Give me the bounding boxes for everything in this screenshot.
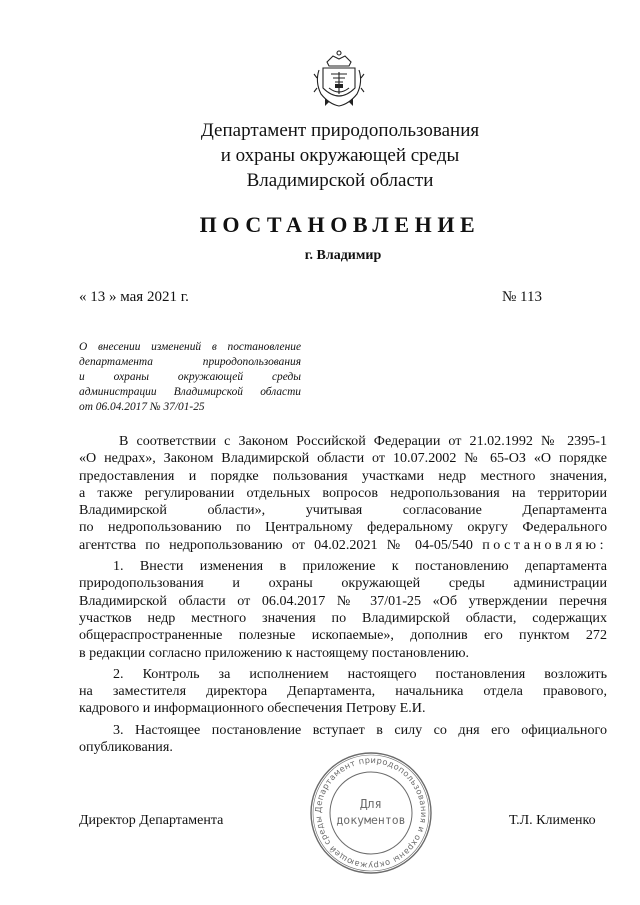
signatory-name: Т.Л. Клименко [509,813,596,828]
document-body [79,433,607,760]
stamp-center-text: Для [360,797,382,811]
text-line: в редакции согласно приложению к настоящему постановлению. [79,644,470,661]
subject-line: и охраны окружающей среды [79,371,301,383]
stamp-ring-text: Департамент природопользования и охраны окружающей среды [312,754,430,872]
resolution-word: постановляю: [482,536,607,553]
coat-of-arms-icon [313,48,365,110]
department-line: Департамент природопользования [200,120,480,141]
subject-line: департамента природопользования [79,356,301,368]
department-line: и охраны окружающей среды [220,145,460,166]
text-line [79,537,607,554]
city: г. Владимир [304,248,382,263]
document-title: ПОСТАНОВЛЕНИЕ [199,212,481,237]
text-line: а также регулировании отдельных вопросов недропользования на территории [79,484,607,501]
text-line: В соответствии с Законом Российской Федерации от 21.02.1992 № 2395-1 [119,433,607,449]
text-line: на заместителя директора Департамента, начальника отдела правового, [79,683,607,700]
stamp-center-text: документов [336,813,406,827]
text-line: 2. Контроль за исполнением настоящего постановления возложить [113,665,607,682]
text-line: кадрового и информационного обеспечения Петрову Е.И. [79,700,426,717]
department-name [0,118,640,193]
text-line: Владимирской области от 06.04.2017 № 37/01-25 «Об утверждении перечня [79,592,607,609]
paragraph-item-1 [79,558,607,662]
text-line: природопользования и охраны окружающей среды администрации [79,575,607,592]
text-line: Владимирской области», учитывая согласование Департамента [79,502,607,519]
signatory-role: Директор Департамента [79,813,224,828]
document-date: « 13 » мая 2021 г. [79,289,189,305]
paragraph-preamble [79,433,607,554]
text-line: 1. Внести изменения в приложение к постановлению департамента [113,558,607,575]
text-line: предоставления и порядке пользования участками недр местного значения, [79,467,607,484]
text-line: 3. Настоящее постановление вступает в силу со дня его официального [113,721,607,738]
document-subject [79,340,301,415]
document-number: № 113 [502,289,543,305]
subject-line: администрации Владимирской области [79,386,301,398]
text-line: по недропользованию по Центральному федеральному округу Федерального [79,519,607,536]
text-line: «О недрах», Законом Владимирской области от 10.07.2002 № 65-ОЗ «О порядке [79,450,607,467]
official-stamp [308,750,434,876]
subject-line: О внесении изменений в постановление [79,341,301,353]
department-line: Владимирской области [246,170,434,191]
text-line: участков недр местного значения по Владимирской области, содержащих [79,609,607,626]
subject-line: от 06.04.2017 № 37/01-25 [79,401,205,413]
text-line: общераспространенные полезные ископаемые», дополнив его пунктом 272 [79,627,607,644]
text-line: опубликования. [79,739,173,756]
paragraph-item-2 [79,666,607,718]
text-fragment: агентства по недропользованию от 04.02.2021 № 04-05/540 [79,536,473,553]
